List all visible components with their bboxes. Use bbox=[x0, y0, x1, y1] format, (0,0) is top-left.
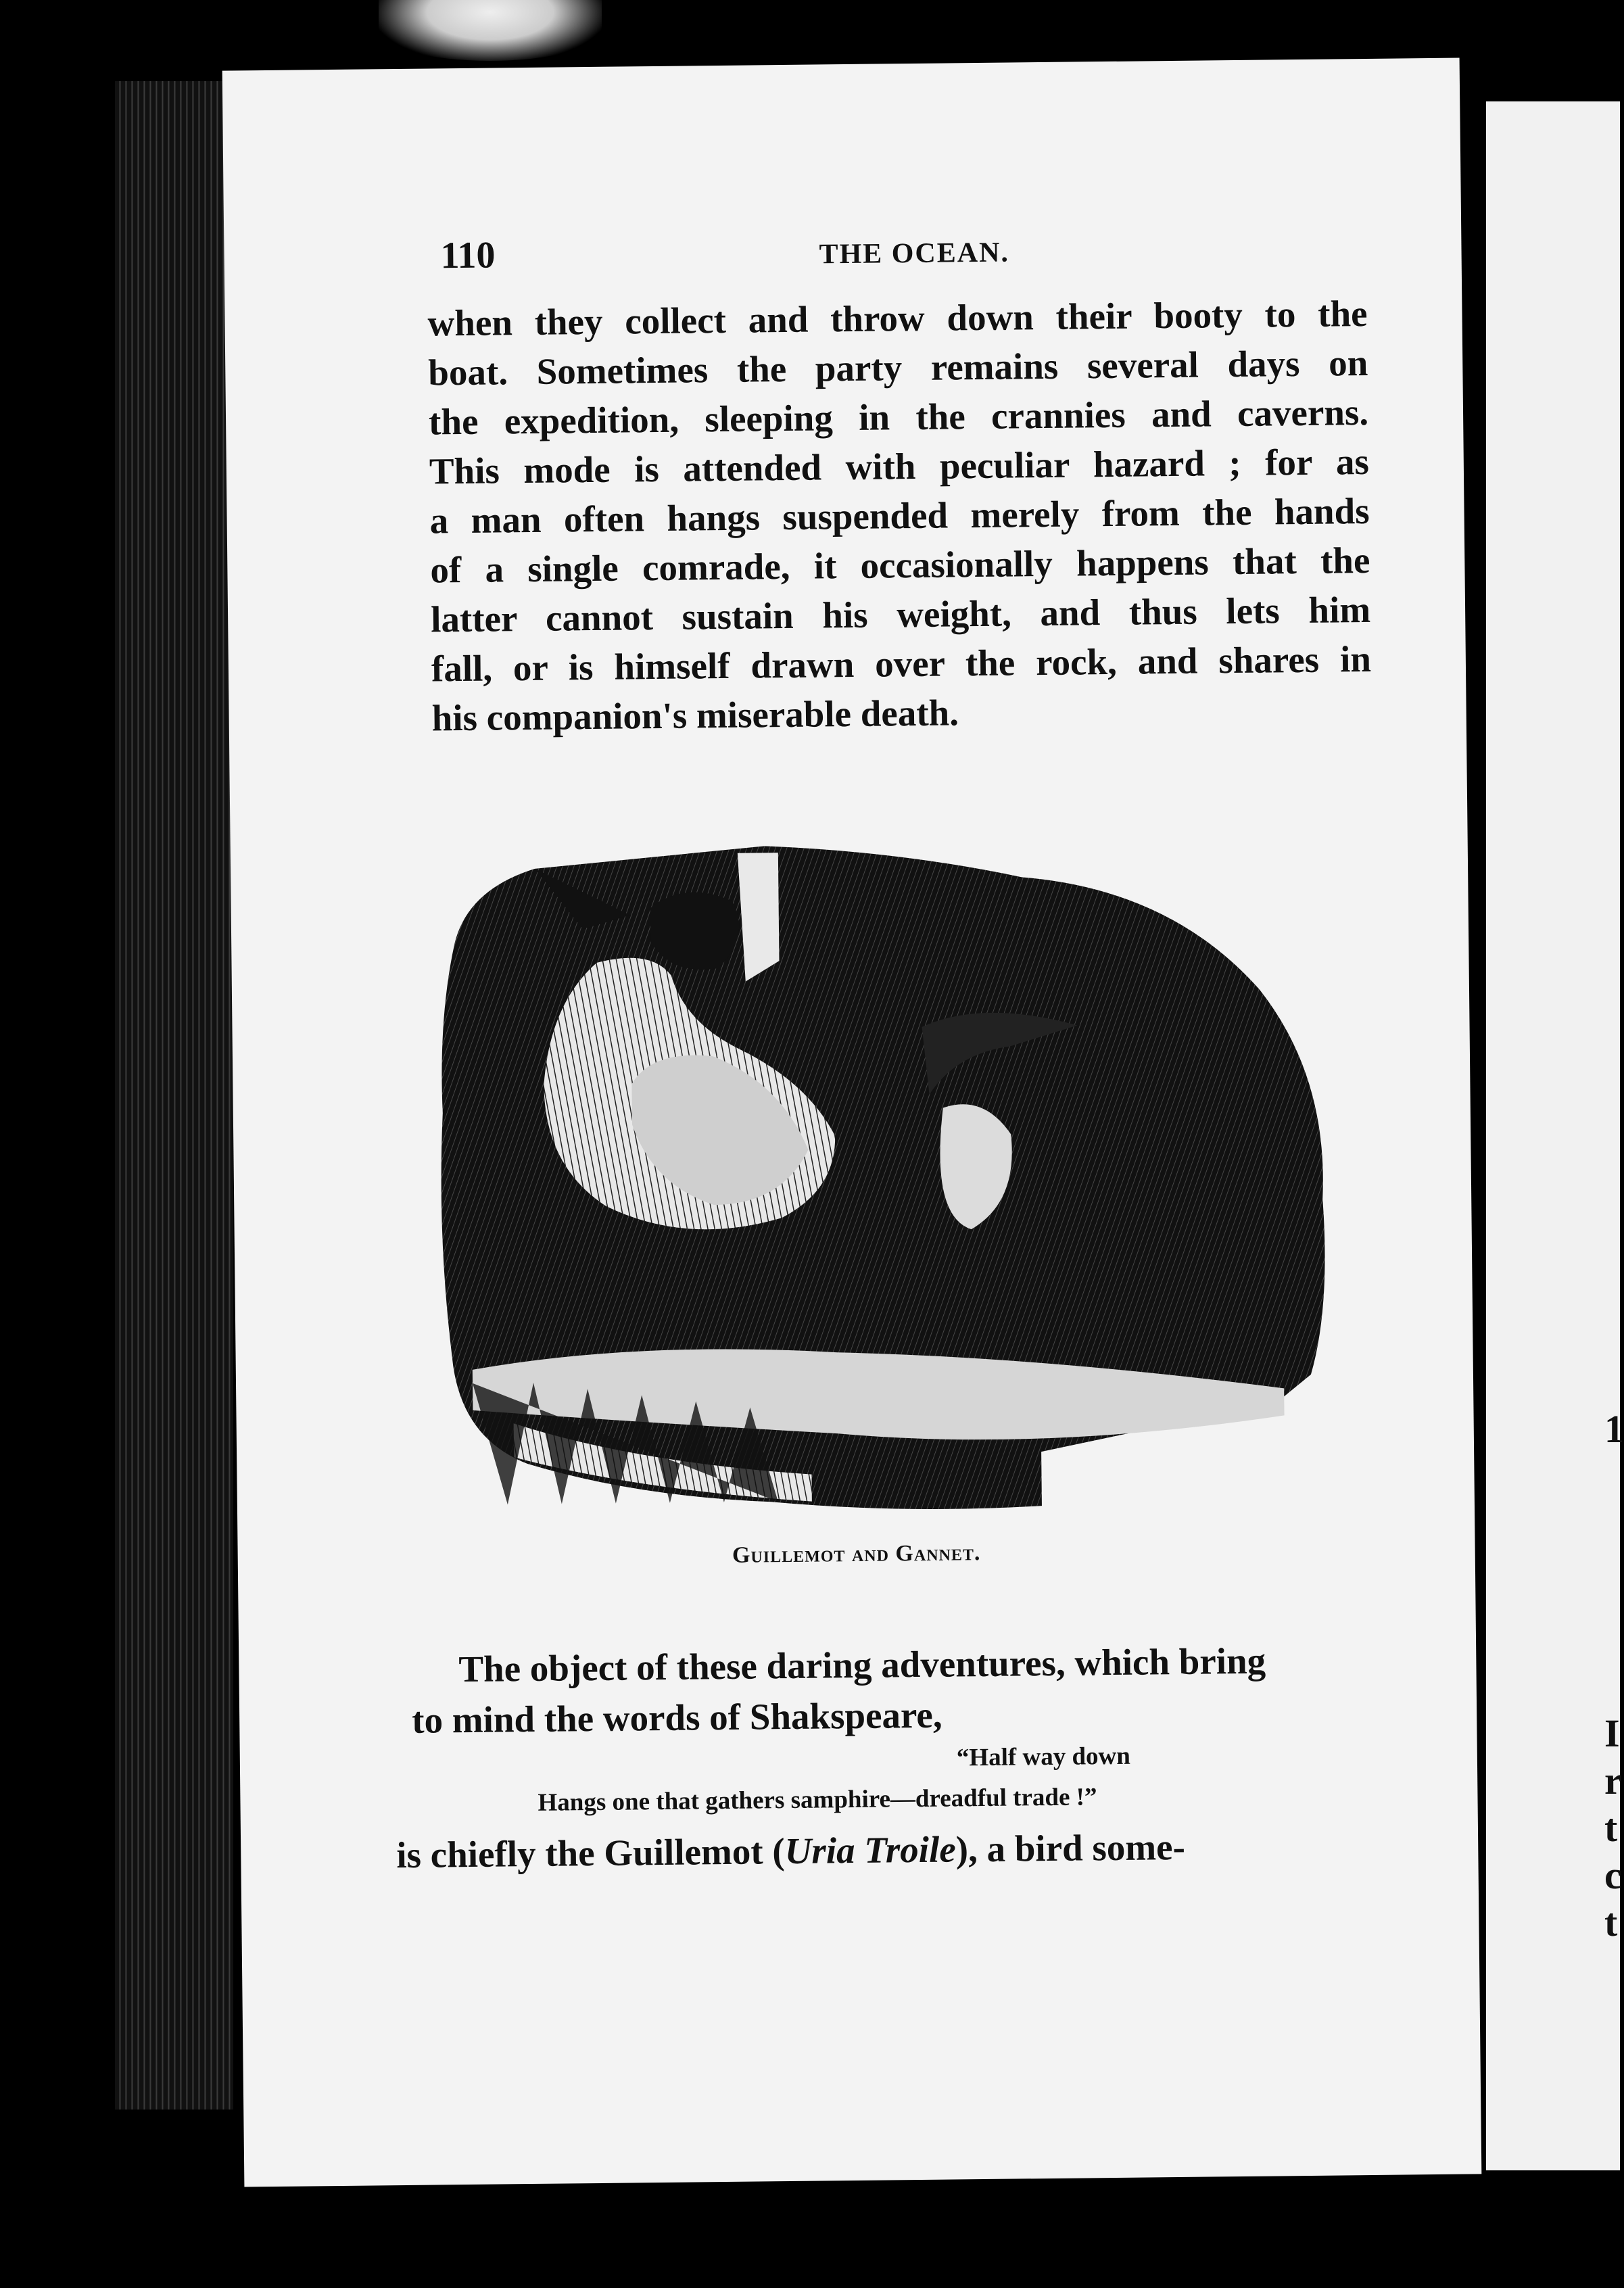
text-segment: ), a bird some- bbox=[955, 1826, 1186, 1870]
text-line: his companion's miserable death. bbox=[431, 692, 959, 739]
page-header bbox=[440, 224, 1387, 282]
paragraph bbox=[396, 1824, 1350, 1876]
text-line: to mind the words of Shakspeare, bbox=[411, 1694, 942, 1741]
book-page bbox=[222, 58, 1482, 2187]
scientific-name: Uria Troile bbox=[784, 1828, 957, 1872]
text-line: latter cannot sustain his weight, and thus lets him bbox=[430, 588, 1371, 640]
facing-page bbox=[1486, 101, 1624, 2170]
facing-page-fragment: I bbox=[1604, 1711, 1620, 1755]
text-line: the expedition, sleeping in the crannies and caverns. bbox=[428, 391, 1369, 443]
facing-page-fragment: 1 bbox=[1604, 1407, 1624, 1451]
text-line: of a single comrade, it occasionally happens that the bbox=[430, 539, 1370, 591]
paragraph bbox=[411, 1634, 1352, 1746]
text-line: a man often hangs suspended merely from the hands bbox=[429, 490, 1370, 542]
facing-page-fragment: c bbox=[1604, 1853, 1622, 1897]
quotation-line: “Half way down bbox=[956, 1742, 1131, 1772]
facing-page-fragment: t bbox=[1604, 1901, 1618, 1945]
figure-caption: Guillemot and Gannet. bbox=[732, 1540, 981, 1568]
facing-page-fragment: r bbox=[1604, 1759, 1622, 1803]
book-page-edges bbox=[115, 81, 233, 2110]
text-line: The object of these daring adventures, which bring bbox=[458, 1640, 1266, 1690]
text-line: fall, or is himself drawn over the rock, and shares in bbox=[431, 638, 1372, 690]
text-line: boat. Sometimes the party remains several days on bbox=[428, 341, 1368, 394]
paragraph-continued bbox=[427, 289, 1372, 743]
text-segment: is chiefly the Guillemot ( bbox=[396, 1830, 785, 1876]
paper-damage bbox=[379, 0, 602, 61]
facing-page-fragment: t bbox=[1604, 1806, 1618, 1850]
running-title: THE OCEAN. bbox=[819, 237, 1010, 270]
page-number: 110 bbox=[440, 234, 496, 277]
guillemot-gannet-engraving bbox=[426, 819, 1346, 1525]
text-line: This mode is attended with peculiar hazard ; for as bbox=[429, 440, 1370, 492]
text-line: when they collect and throw down their booty to the bbox=[427, 292, 1368, 344]
quotation-line: Hangs one that gathers samphire—dreadful trade !” bbox=[538, 1783, 1097, 1817]
